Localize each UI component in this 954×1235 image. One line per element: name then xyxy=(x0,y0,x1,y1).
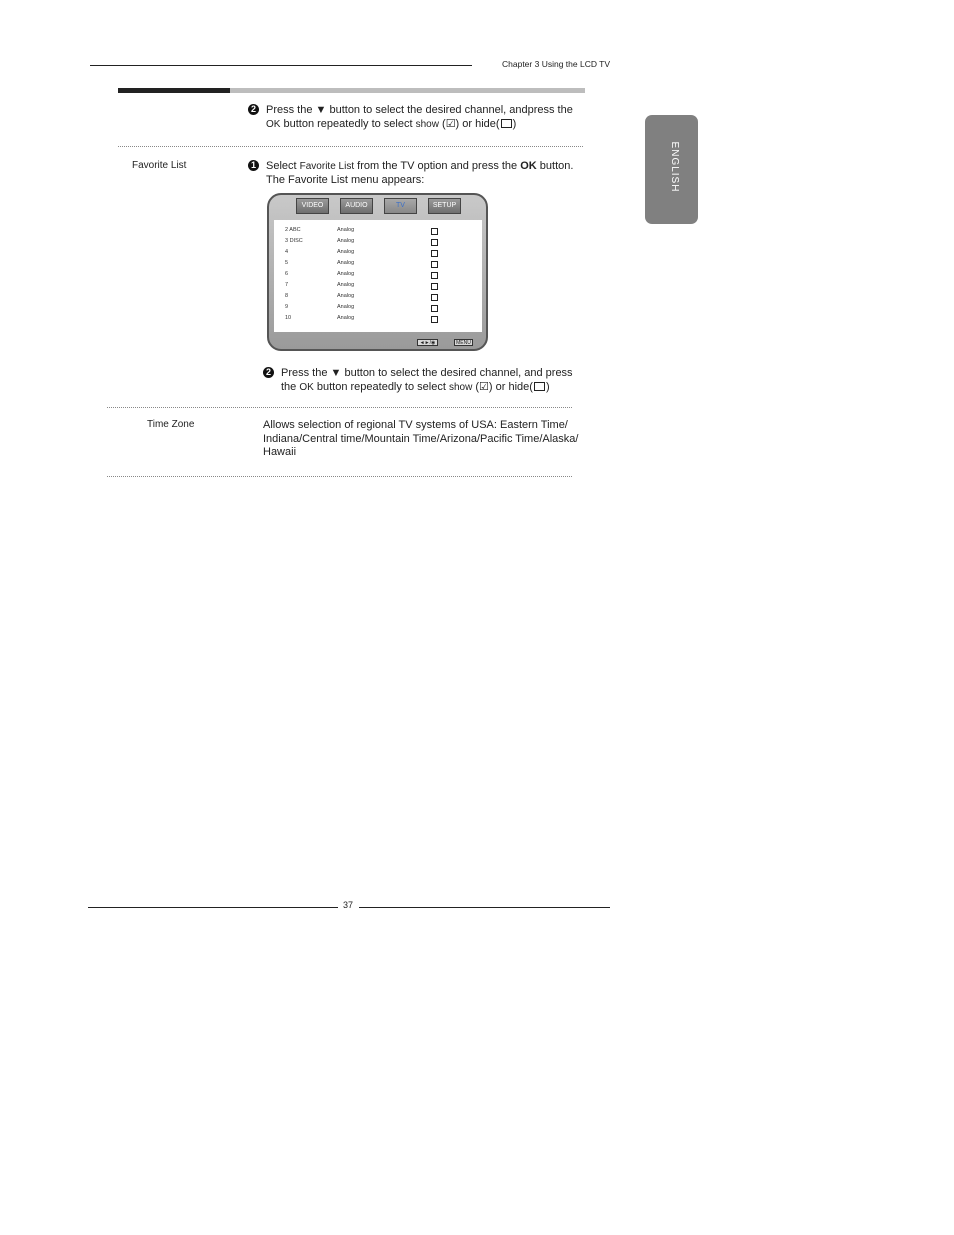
channel-number: 3 DISC xyxy=(285,238,303,244)
step-text-line1: Press the ▼ button to select the desired channel, andpress the xyxy=(266,104,573,116)
step-bullet: 2 xyxy=(248,104,259,115)
favorite-checkbox xyxy=(431,294,438,301)
section-bar-dark xyxy=(118,88,230,93)
channel-type: Analog xyxy=(337,293,355,299)
text-fragment: (☑) or hide( xyxy=(472,380,533,393)
text-fragment: button repeatedly to select xyxy=(313,380,449,393)
favorite-checkbox xyxy=(431,228,438,235)
channel-type: Analog xyxy=(337,249,355,255)
favorite-checkbox xyxy=(431,250,438,257)
channel-type: Analog xyxy=(337,227,355,233)
show-term: show xyxy=(415,118,439,130)
step-bullet: 1 xyxy=(248,160,259,171)
tv-menu-screen xyxy=(274,220,482,332)
favorite-step2-line1: Press the ▼ button to select the desired channel, and press xyxy=(281,367,573,379)
footer-rule-left xyxy=(88,907,338,908)
favorite-step2-text xyxy=(281,367,581,394)
channel-number: 9 xyxy=(285,304,289,310)
channel-number: 2 ABC xyxy=(285,227,301,233)
channel-number: 10 xyxy=(285,315,292,321)
header-rule xyxy=(90,65,472,66)
page-number: 37 xyxy=(343,900,354,910)
favorite-list-term: Favorite List xyxy=(299,161,355,172)
footer-rule-right xyxy=(359,907,610,908)
nav-arrows-icon: ◄►/◉ xyxy=(417,339,438,346)
favorite-step1-line2: The Favorite List menu appears: xyxy=(266,173,425,186)
channel-number: 6 xyxy=(285,271,289,277)
channel-type: Analog xyxy=(337,282,355,288)
menu-button-icon: MENU xyxy=(454,339,473,346)
ok-term: OK xyxy=(299,381,314,393)
channel-type: Analog xyxy=(337,315,355,321)
favorite-step1-line1 xyxy=(266,160,586,174)
step-text-mid: button repeatedly to select xyxy=(280,117,416,130)
favorite-checkbox xyxy=(431,239,438,246)
chapter-title: Chapter 3 Using the LCD TV xyxy=(502,59,611,69)
divider xyxy=(107,476,572,477)
favorite-checkbox xyxy=(431,283,438,290)
favorite-step1-text xyxy=(266,160,586,187)
favorite-list-label: Favorite List xyxy=(132,160,187,171)
step-text xyxy=(266,104,586,131)
channel-type: Analog xyxy=(337,271,355,277)
tv-tab-setup: SETUP xyxy=(428,198,461,214)
channel-type: Analog xyxy=(337,304,355,310)
favorite-checkbox xyxy=(431,261,438,268)
step-text-end: ) xyxy=(512,117,517,130)
time-zone-line3: Hawaii xyxy=(263,446,297,458)
tv-tab-tv: TV xyxy=(384,198,417,214)
time-zone-description xyxy=(263,419,583,460)
channel-number: 5 xyxy=(285,260,289,266)
text-fragment: Select xyxy=(266,160,300,172)
step-text-line2 xyxy=(266,118,586,132)
channel-number: 7 xyxy=(285,282,289,288)
hide-box-icon xyxy=(534,382,545,391)
tv-tab-audio: AUDIO xyxy=(340,198,373,214)
step-text-paren: (☑) or hide( xyxy=(438,117,500,130)
time-zone-line1: Allows selection of regional TV systems of USA: Eastern Time/ xyxy=(263,419,568,431)
divider xyxy=(118,146,583,147)
step-bullet: 2 xyxy=(263,367,274,378)
time-zone-line2: Indiana/Central time/Mountain Time/Arizona/Pacific Time/Alaska/ xyxy=(263,432,579,445)
channel-number: 8 xyxy=(285,293,289,299)
text-fragment: from the TV option and press the xyxy=(354,160,521,172)
favorite-checkbox xyxy=(431,272,438,279)
favorite-step2-line2 xyxy=(281,381,581,395)
language-tab-label: ENGLISH xyxy=(669,141,680,193)
time-zone-label: Time Zone xyxy=(147,419,195,430)
hide-box-icon xyxy=(501,119,512,128)
text-fragment: button. xyxy=(536,160,574,172)
text-fragment: ) xyxy=(545,380,550,393)
channel-number: 4 xyxy=(285,249,289,255)
divider xyxy=(107,407,572,408)
show-term: show xyxy=(448,381,473,393)
tv-tab-video: VIDEO xyxy=(296,198,329,214)
channel-type: Analog xyxy=(337,260,355,266)
ok-term: OK xyxy=(266,118,281,130)
section-bar-light xyxy=(230,88,585,93)
channel-type: Analog xyxy=(337,238,355,244)
text-fragment: the xyxy=(281,380,300,393)
ok-term: OK xyxy=(520,160,537,172)
favorite-checkbox xyxy=(431,316,438,323)
favorite-checkbox xyxy=(431,305,438,312)
